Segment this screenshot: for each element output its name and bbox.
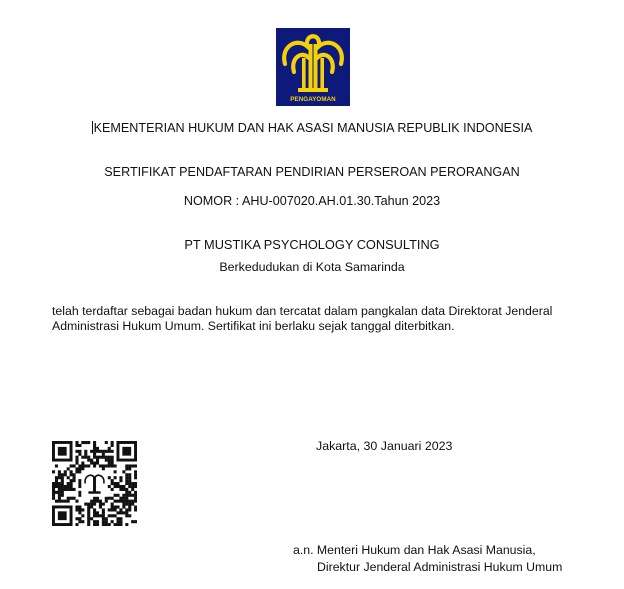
- ministry-heading: [0, 121, 624, 135]
- text-cursor: [92, 121, 93, 134]
- ministry-heading-text: KEMENTERIAN HUKUM DAN HAK ASASI MANUSIA REPUBLIK INDONESIA: [93, 121, 533, 135]
- statement-line-1: telah terdaftar sebagai badan hukum dan tercatat dalam pangkalan data Direktorat Jenderal: [52, 304, 553, 318]
- place-and-date: Jakarta, 30 Januari 2023: [316, 439, 453, 453]
- company-name: PT MUSTIKA PSYCHOLOGY CONSULTING: [184, 237, 440, 252]
- certificate-title: SERTIFIKAT PENDAFTARAN PENDIRIAN PERSEROAN PERORANGAN: [104, 165, 520, 179]
- logo-caption: PENGAYOMAN: [290, 96, 336, 103]
- qr-code: [52, 441, 137, 526]
- registration-statement: [52, 304, 582, 334]
- statement-line-2: Administrasi Hukum Umum. Sertifikat ini berlaku sejak tanggal diterbitkan.: [52, 319, 455, 333]
- signatory-line-2: Direktur Jenderal Administrasi Hukum Umum: [317, 560, 563, 574]
- company-domicile: Berkedudukan di Kota Samarinda: [219, 260, 405, 274]
- pengayoman-logo: [276, 28, 350, 106]
- qr-code-icon: [52, 441, 137, 526]
- signatory-line-1: a.n. Menteri Hukum dan Hak Asasi Manusia,: [293, 543, 536, 557]
- pengayoman-emblem-icon: [276, 28, 350, 106]
- certificate-number: NOMOR : AHU-007020.AH.01.30.Tahun 2023: [183, 194, 441, 208]
